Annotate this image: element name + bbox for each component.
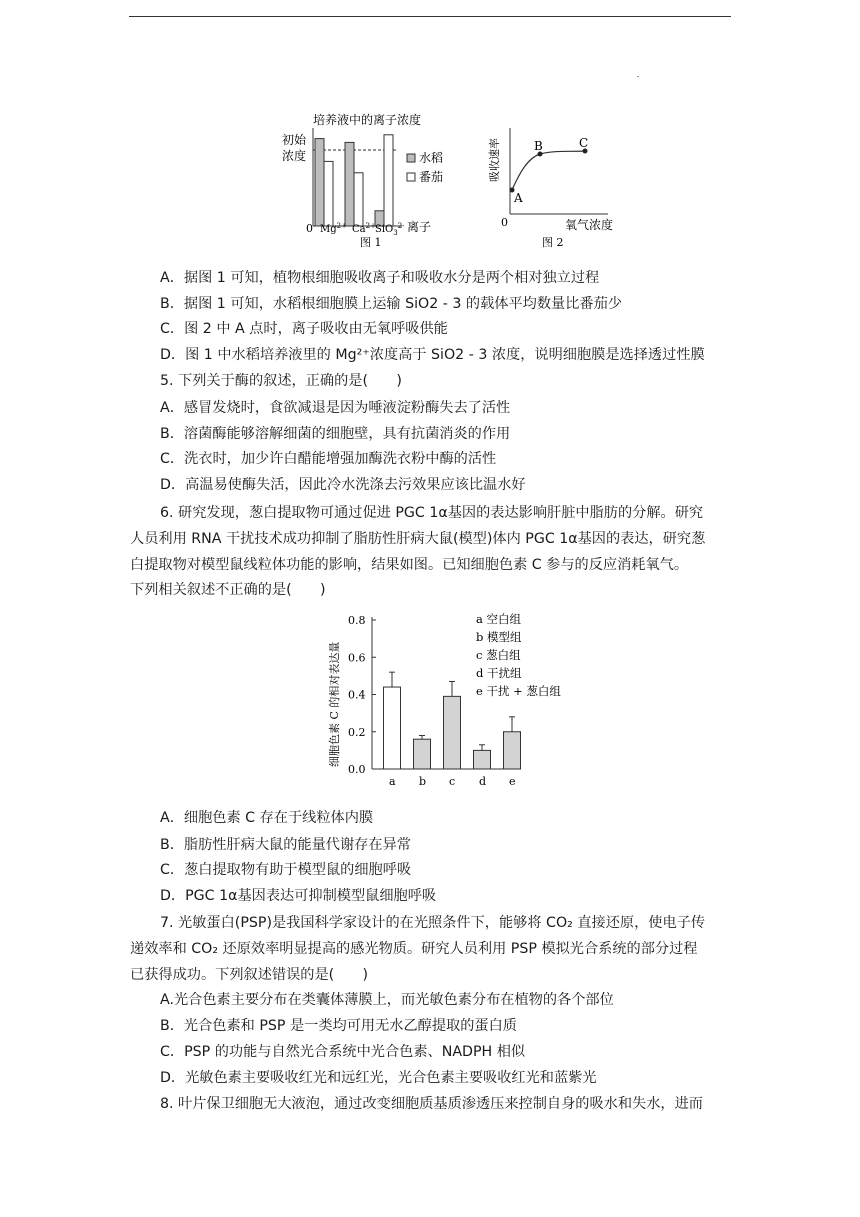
fig2-origin: 0 — [501, 216, 508, 229]
fig1-bar-tomato-0 — [324, 161, 333, 226]
cytochrome-c-chart — [318, 607, 568, 792]
fig1-ylabel: 培养液中的离子浓度 — [313, 113, 422, 127]
fig2-xlabel: 氧气浓度 — [565, 218, 614, 232]
figure-1-2 — [280, 110, 660, 255]
fig2-label-c: C — [579, 136, 589, 150]
chart-bar-d — [474, 750, 491, 769]
fig1-xlabel: 离子 — [407, 220, 432, 234]
q7-option-a: A.光合色素主要分布在类囊体薄膜上，而光敏色素分布在植物的各个部位 — [160, 992, 614, 1008]
fig1-initial-1: 初始 — [282, 133, 307, 147]
q7-stem-line-1: 7. 光敏蛋白(PSP)是我国科学家设计的在光照条件下，能够将 CO₂ 直接还原，使电子传 — [160, 915, 706, 931]
chart-legend-1: b 模型组 — [476, 630, 522, 644]
fig1-origin: 0 — [306, 222, 313, 235]
fig2-label-b: B — [534, 139, 543, 153]
chart-xtick-b: b — [419, 775, 427, 788]
q6-option-c: C．葱白提取物有助于模型鼠的细胞呼吸 — [160, 862, 412, 878]
fig2-label-a: A — [514, 191, 523, 205]
q5-option-c: C．洗衣时，加少许白醋能增强加酶洗衣粉中酶的活性 — [160, 451, 497, 467]
q6-option-a: A．细胞色素 C 存在于线粒体内膜 — [160, 810, 374, 826]
chart-ylabel: 细胞色素 C 的相对表达量 — [328, 641, 341, 767]
fig1-bar-rice-1 — [345, 142, 354, 226]
q6-stem-line-4: 下列相关叙述不正确的是( ) — [130, 582, 326, 598]
legend-rice-swatch — [407, 154, 415, 162]
q7-option-b: B．光合色素和 PSP 是一类均可用无水乙醇提取的蛋白质 — [160, 1018, 517, 1034]
chart-ytick-label-1: 0.2 — [348, 725, 366, 739]
q7-option-d: D．光敏色素主要吸收红光和远红光，光合色素主要吸收红光和蓝紫光 — [160, 1070, 597, 1086]
header-rule — [129, 16, 731, 17]
corner-dot — [637, 76, 639, 77]
q4-option-b: B．据图 1 可知，水稻根细胞膜上运输 SiO2 - 3 的载体平均数量比番茄少 — [160, 296, 622, 312]
chart-legend-3: d 干扰组 — [476, 666, 522, 680]
q6-stem-line-3: 白提取物对模型鼠线粒体功能的影响，结果如图。已知细胞色素 C 参与的反应消耗氧气。 — [130, 557, 689, 573]
q4-option-c: C．图 2 中 A 点时，离子吸收由无氧呼吸供能 — [160, 321, 448, 337]
chart-ytick-label-0: 0.0 — [348, 763, 366, 776]
chart-bar-c — [444, 696, 461, 769]
chart-bar-b — [414, 739, 431, 769]
q7-option-c: C．PSP 的功能与自然光合系统中光合色素、NADPH 相似 — [160, 1044, 526, 1060]
q5-option-a: A．感冒发烧时，食欲减退是因为唾液淀粉酶失去了活性 — [160, 400, 511, 416]
fig1-tick-mg: $Mg^{2+}$ — [320, 222, 347, 235]
fig2-ylabel: 吸收速率 — [488, 138, 501, 182]
chart-ytick-label-4: 0.8 — [348, 614, 366, 627]
chart-legend-0: a 空白组 — [476, 612, 522, 626]
q8-stem: 8. 叶片保卫细胞无大液泡，通过改变细胞质基质渗透压来控制自身的吸水和失水，进而 — [160, 1096, 703, 1112]
legend-tomato-swatch — [407, 173, 415, 181]
q5-option-d: D．高温易使酶失活，因此冷水洗涤去污效果应该比温水好 — [160, 477, 526, 493]
chart-ytick-label-2: 0.4 — [348, 688, 366, 702]
fig1-bar-tomato-1 — [354, 173, 363, 226]
fig2-caption: 图 2 — [542, 236, 564, 249]
fig1-initial-2: 浓度 — [282, 149, 307, 163]
legend-rice: 水稻 — [419, 151, 444, 165]
legend-tomato: 番茄 — [419, 170, 444, 184]
q7-stem-line-3: 已获得成功。下列叙述错误的是( ) — [130, 967, 369, 983]
fig1-bar-rice-0 — [315, 139, 324, 226]
q6-option-b: B．脂肪性肝病大鼠的能量代谢存在异常 — [160, 837, 411, 853]
q4-option-a: A．据图 1 可知，植物根细胞吸收离子和吸收水分是两个相对独立过程 — [160, 270, 600, 286]
chart-bar-a — [384, 687, 401, 769]
q6-stem-line-2: 人员利用 RNA 干扰技术成功抑制了脂肪性肝病大鼠(模型)体内 PGC 1α基因的表达，研究葱 — [130, 531, 706, 547]
q7-stem-line-2: 递效率和 CO₂ 还原效率明显提高的感光物质。研究人员利用 PSP 模拟光合系统的部分过程 — [130, 941, 698, 957]
fig2-curve — [512, 151, 585, 190]
q5-option-b: B．溶菌酶能够溶解细菌的细胞壁，具有抗菌消炎的作用 — [160, 426, 511, 442]
chart-ytick-label-3: 0.6 — [348, 651, 366, 665]
chart-legend-2: c 葱白组 — [476, 648, 521, 662]
chart-xtick-e: e — [509, 775, 516, 788]
fig1-tick-ca: $Ca^{2+}$ — [352, 222, 376, 235]
q6-option-d: D．PGC 1α基因表达可抑制模型鼠细胞呼吸 — [160, 888, 437, 904]
chart-xtick-c: c — [449, 775, 456, 788]
q5-stem: 5. 下列关于酶的叙述，正确的是( ) — [160, 373, 402, 389]
q4-option-d: D．图 1 中水稻培养液里的 Mg²⁺浓度高于 SiO2 - 3 浓度，说明细胞膜是选择透过性膜 — [160, 347, 705, 363]
chart-xtick-d: d — [479, 775, 487, 788]
chart-xtick-a: a — [389, 775, 396, 788]
chart-bar-e — [504, 732, 521, 769]
fig1-caption: 图 1 — [360, 236, 382, 249]
fig1-tick-si: SiO$_3^{2-}$ — [375, 222, 405, 237]
chart-legend-4: e 干扰 + 葱白组 — [476, 684, 561, 698]
q6-stem-line-1: 6. 研究发现，葱白提取物可通过促进 PGC 1α基因的表达影响肝脏中脂肪的分解。研究 — [160, 505, 704, 521]
fig1-bar-tomato-2 — [384, 135, 393, 226]
